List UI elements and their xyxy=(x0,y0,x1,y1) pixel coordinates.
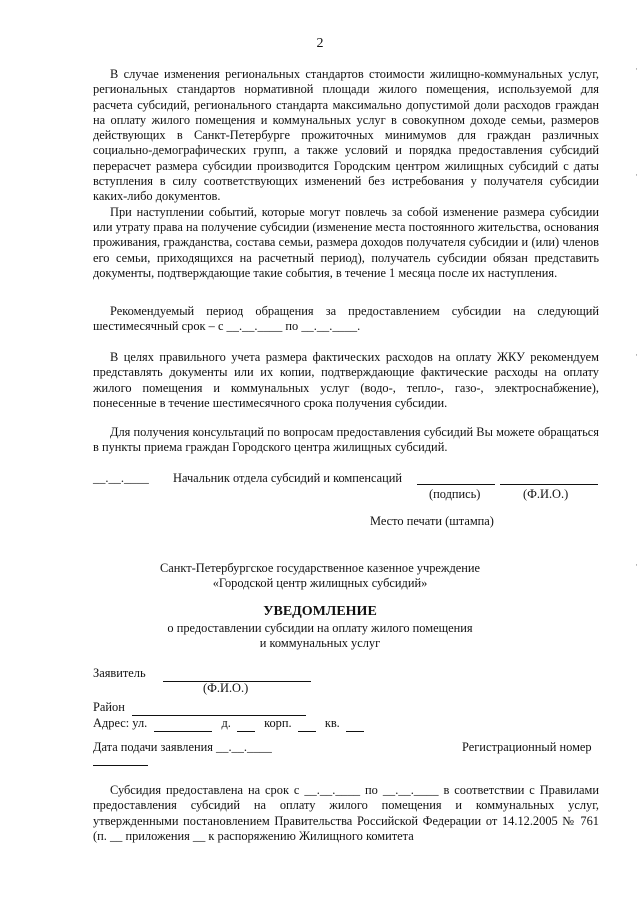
district-row xyxy=(93,699,599,715)
subsidy-period-block xyxy=(93,783,599,844)
signature-line xyxy=(417,484,495,485)
notice-subtitle-line-2: и коммунальных услуг xyxy=(259,636,381,650)
paragraph-documents: В целях правильного учета размера фактических расходов на оплату ЖКУ рекомендуем представлять документы или их копии, подтверждающие фактические расходы на оплату жилого помещения и коммунальных услуг (водо-, тепло-, газо-, электроснабжение), понесенные в течение шестимесячного срока получения субсидии. xyxy=(93,350,599,410)
applicant-label: Заявитель xyxy=(93,666,146,680)
stamp-place: Место печати (штампа) xyxy=(370,514,494,528)
margin-mark: · xyxy=(635,64,638,74)
address-label: Адрес: ул. xyxy=(93,716,148,730)
registration-number-label: Регистрационный номер xyxy=(462,740,592,754)
paragraph-events: При наступлении событий, которые могут повлечь за собой изменение размера субсидии или утрату права на получение субсидии (изменение места постоянного жительства, основания проживания, гражданства, состава семьи, размера доходов получателя субсидии и (или) членов его семьи, приходящихся на расчетный период), получатель субсидии обязан представить документы, подтверждающие такие события, в течение 1 месяца после их наступления. xyxy=(93,204,599,280)
house-line xyxy=(237,715,255,732)
name-label: (Ф.И.О.) xyxy=(523,487,569,501)
paragraph-standards-change: В случае изменения региональных стандартов стоимости жилищно-коммунальных услуг, региональных стандартов нормативной площади жилого помещения, используемой для расчета субсидий, регионального стандарта максимально допустимой доли расходов граждан на оплату жилого помещения и коммунальных услуг в совокупном доходе семьи, размеров действующих в Санкт-Петербурге прожиточных минимумов для граждан различных социально-демографических групп, а также условий и порядка предоставления субсидий перерасчет размера субсидии производится Городским центром жилищных субсидий с даты вступления в силу соответствующих изменений без истребования у получателя субсидии каких-либо документов. xyxy=(93,67,599,204)
district-line xyxy=(132,699,306,716)
margin-mark: · xyxy=(635,170,638,180)
margin-mark: · xyxy=(635,350,638,360)
body-text-block-3 xyxy=(93,350,599,411)
name-line xyxy=(500,484,598,485)
signature-position: Начальник отдела субсидий и компенсаций xyxy=(173,471,403,485)
building-line xyxy=(298,715,316,732)
applicant-row xyxy=(93,665,599,695)
body-text-block-1 xyxy=(93,67,599,281)
paragraph-recommended-period: Рекомендуемый период обращения за предоставлением субсидии на следующий шестимесячный срок – с __.__.____ по __.__.____. xyxy=(93,304,599,334)
application-date: Дата подачи заявления __.__.____ xyxy=(93,740,272,754)
paragraph-consultations: Для получения консультаций по вопросам предоставления субсидий Вы можете обращаться в пункты приема граждан Городского центра жилищных субсидий. xyxy=(93,425,599,455)
apartment-label: кв. xyxy=(324,716,340,730)
applicant-fields xyxy=(93,665,599,731)
org-name-line-1: Санкт-Петербургское государственное казенное учреждение xyxy=(159,561,481,575)
building-label: корп. xyxy=(264,716,292,730)
notice-title: УВЕДОМЛЕНИЕ xyxy=(263,604,377,619)
registration-number-line xyxy=(93,765,148,766)
address-row xyxy=(93,715,599,731)
body-text-block-2 xyxy=(93,304,599,335)
signature-date: __.__.____ xyxy=(93,471,149,485)
house-label: д. xyxy=(221,716,231,730)
paragraph-subsidy-granted: Субсидия предоставлена на срок с __.__.____ по __.__.____ в соответствии с Правилами предоставления субсидий на оплату жилого помещения и коммунальных услуг, утвержденными постановлением Правительства Российской Федерации от 14.12.2005 № 761 (п. __ приложения __ к распоряжению Жилищного комитета xyxy=(93,783,599,843)
street-line xyxy=(154,715,212,732)
page-number: 2 xyxy=(316,36,324,51)
signature-label: (подпись) xyxy=(429,487,481,501)
notice-subtitle-line-1: о предоставлении субсидии на оплату жилого помещения xyxy=(167,621,473,635)
district-label: Район xyxy=(93,700,125,714)
org-name-line-2: «Городской центр жилищных субсидий» xyxy=(212,576,428,590)
apartment-line xyxy=(346,715,364,732)
margin-mark: · xyxy=(635,560,638,570)
applicant-fio-label: (Ф.И.О.) xyxy=(203,681,249,695)
body-text-block-4 xyxy=(93,425,599,456)
